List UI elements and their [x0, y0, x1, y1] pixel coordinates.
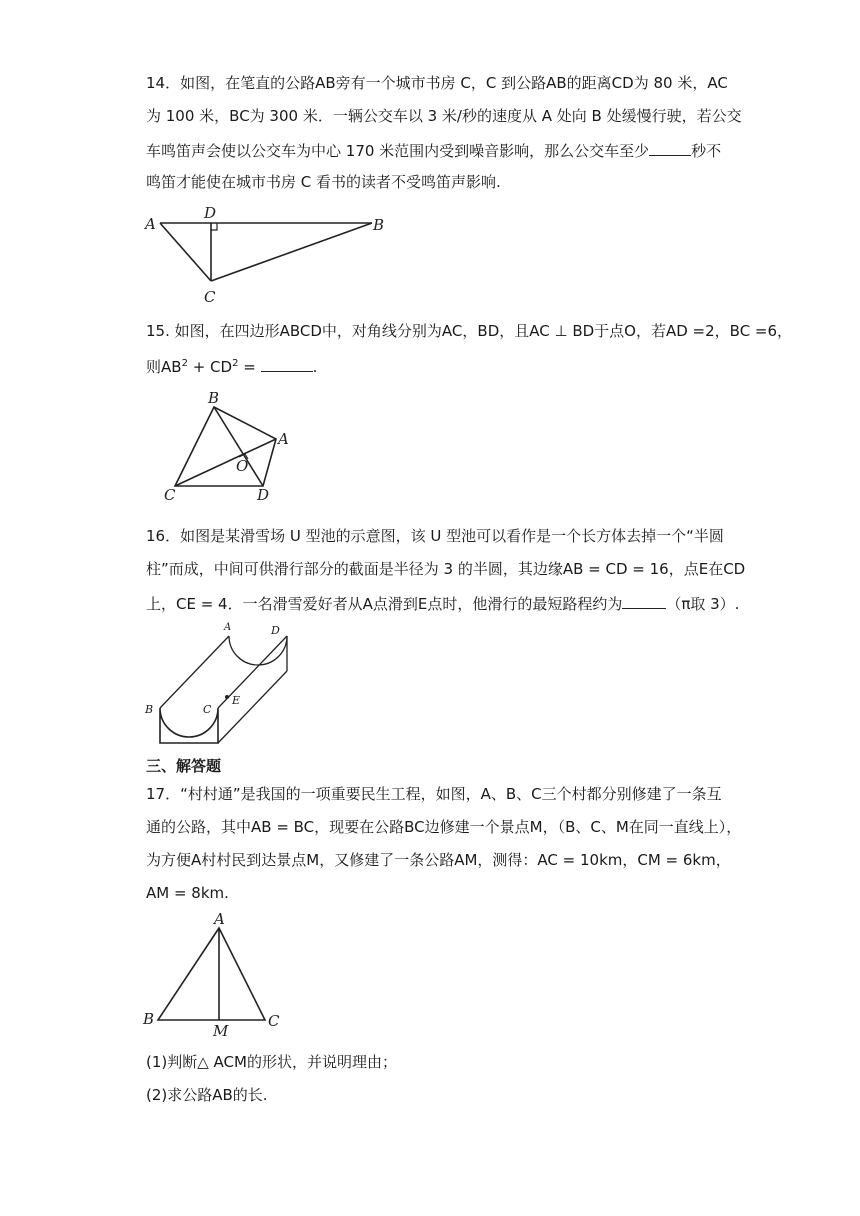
- q16-point-e: [225, 695, 229, 699]
- q14-label-d: D: [204, 204, 217, 222]
- q14-segment-ac: [160, 223, 211, 281]
- q15-answer-blank[interactable]: [261, 355, 313, 372]
- q16-line-2: 柱”而成，中间可供滑行部分的截面是半径为 3 的半圆，其边缘AB = CD = 16，点E在CD: [146, 560, 746, 578]
- q16-line-3-suffix: （π取 3）.: [666, 595, 740, 613]
- q17-subquestion-2: (2)求公路AB的长.: [146, 1086, 268, 1104]
- q14-label-c: C: [204, 288, 216, 306]
- q14-line-2: 为 100 米，BC为 300 米．一辆公交车以 3 米/秒的速度从 A 处向 B 处缓慢行驶，若公交: [146, 107, 742, 125]
- q15-line-1: 15. 如图，在四边形ABCD中，对角线分别为AC，BD，且AC ⊥ BD于点O，若AD =2，BC =6，: [146, 322, 793, 340]
- q16-line-3-text: 上，CE = 4．一名滑雪爱好者从A点滑到E点时，他滑行的最短路程约为: [146, 595, 623, 613]
- q14-line-3: [146, 139, 721, 161]
- q16-figure: [140, 615, 300, 750]
- q16-label-e: E: [232, 694, 241, 707]
- q17-subquestion-1: (1)判断△ ACM的形状，并说明理由；: [146, 1053, 397, 1071]
- q15-label-b: B: [208, 389, 220, 407]
- q16-edge-ab: [160, 636, 229, 708]
- q15-diagonal-ac: [175, 439, 276, 486]
- q15-label-o: O: [236, 457, 249, 475]
- q17-label-c: C: [268, 1012, 280, 1030]
- q17-line-1: 17．“村村通”是我国的一项重要民生工程，如图，A、B、C三个村都分别修建了一条互: [146, 785, 722, 803]
- q15-cd-exponent: 2: [232, 358, 239, 369]
- q15-ab-exponent: 2: [181, 358, 188, 369]
- q14-line-1: 14．如图，在笔直的公路AB旁有一个城市书房 C，C 到公路AB的距离CD为 80 米，AC: [146, 74, 728, 92]
- q17-figure: [140, 910, 290, 1040]
- q16-label-b: B: [145, 703, 154, 716]
- q16-edge-bottom: [218, 671, 287, 743]
- q14-figure: [140, 205, 400, 310]
- q15-equals: =: [238, 358, 261, 376]
- q17-line-4: AM = 8km.: [146, 884, 229, 902]
- q15-cd-text: + CD: [187, 358, 233, 376]
- q16-label-c: C: [203, 703, 212, 716]
- q17-line-2: 通的公路，其中AB = BC，现要在公路BC边修建一个景点M，（B、C、M在同一直线上），: [146, 818, 742, 836]
- q15-label-d: D: [257, 486, 270, 504]
- q15-line-2: [146, 354, 317, 377]
- q16-line-1: 16．如图是某滑雪场 U 型池的示意图，该 U 型池可以看作是一个长方体去掉一个“半圆: [146, 527, 724, 545]
- q14-answer-blank[interactable]: [649, 139, 691, 156]
- q15-label-a: A: [278, 430, 289, 448]
- q15-ab-text: 则AB: [146, 358, 182, 376]
- q14-right-angle-mark: [211, 223, 217, 230]
- q14-label-a: A: [145, 215, 156, 233]
- q14-line-3-text: 车鸣笛声会使以公交车为中心 170 米范围内受到噪音影响，那么公交车至少: [146, 142, 650, 160]
- q15-period: .: [312, 358, 318, 376]
- q17-triangle-abc: [158, 928, 265, 1020]
- q14-line-3-suffix: 秒不: [691, 142, 722, 160]
- q16-answer-blank[interactable]: [622, 592, 666, 609]
- q16-label-d: D: [271, 624, 280, 637]
- q17-label-a: A: [214, 910, 225, 928]
- q14-segment-bc: [211, 223, 372, 281]
- q17-line-3: 为方便A村村民到达景点M，又修建了一条公路AM，测得：AC = 10km，CM = 6km，: [146, 851, 731, 869]
- q17-label-b: B: [143, 1010, 155, 1028]
- section-title: 三、解答题: [146, 757, 222, 775]
- q16-line-3: [146, 592, 739, 614]
- q15-figure: [160, 390, 300, 505]
- q16-label-a: A: [224, 622, 232, 633]
- q17-label-m: M: [213, 1022, 229, 1040]
- q16-back-arc: [229, 636, 287, 665]
- q15-label-c: C: [164, 486, 176, 504]
- q14-label-b: B: [373, 216, 385, 234]
- q14-line-4: 鸣笛才能使在城市书房 C 看书的读者不受鸣笛声影响.: [146, 173, 501, 191]
